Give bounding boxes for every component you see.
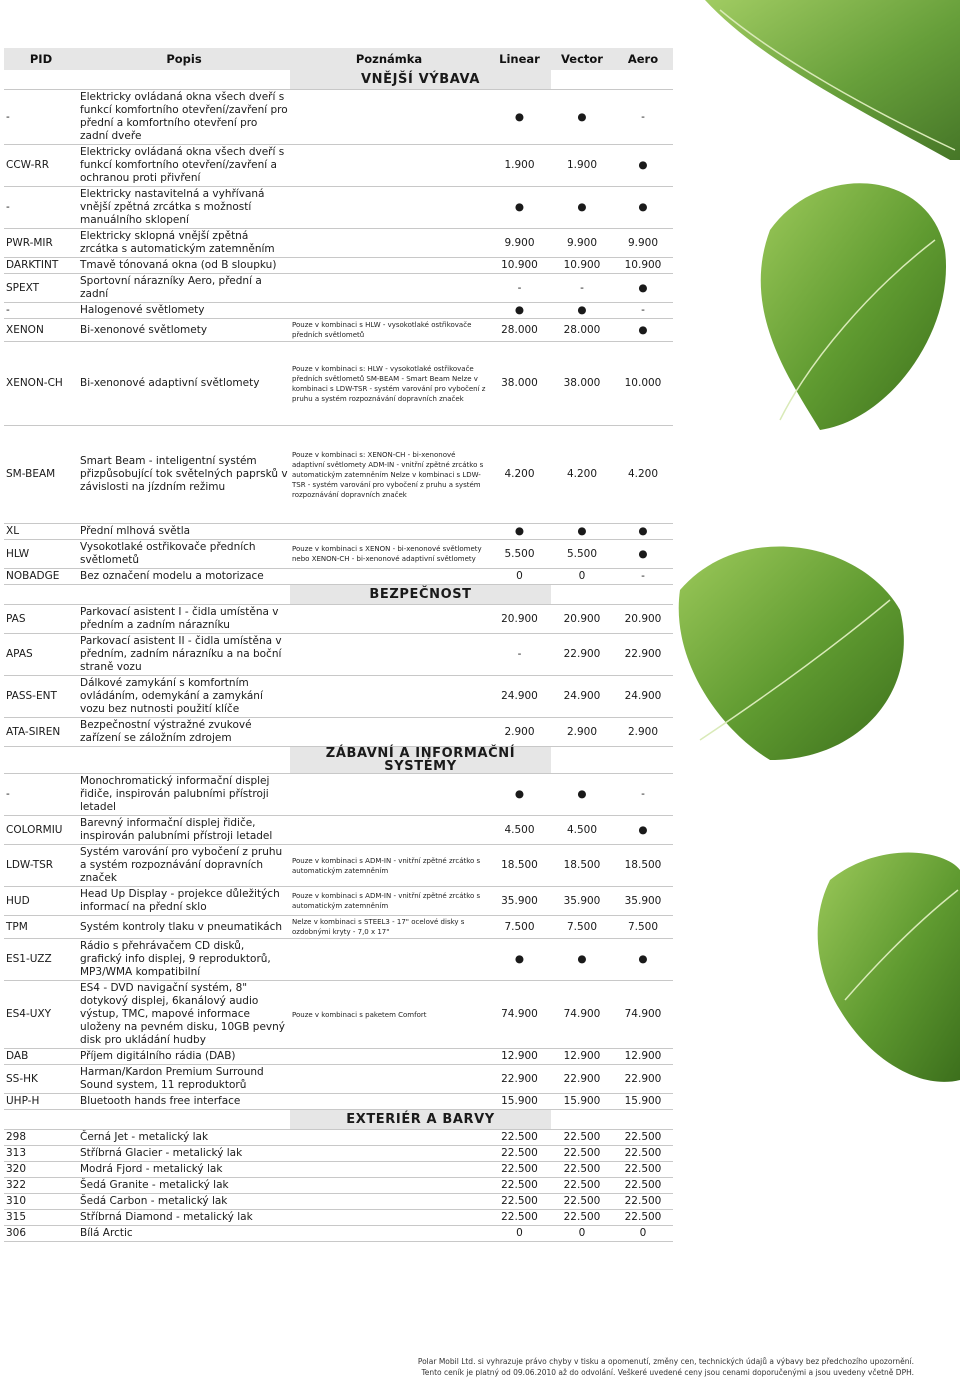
cell-pid: HLW [4, 540, 78, 569]
cell-vector: 38.000 [551, 342, 613, 426]
cell-vector: - [551, 274, 613, 303]
cell-description: Dálkové zamykání s komfortním ovládáním, odemykání a zamykání vozu bez nutnosti použití klíče [78, 676, 290, 718]
table-row [4, 229, 673, 258]
cell-aero: 24.900 [613, 676, 673, 718]
table-row [4, 774, 673, 816]
cell-note [290, 1146, 488, 1162]
cell-aero: 74.900 [613, 981, 673, 1049]
cell-linear: 5.500 [488, 540, 551, 569]
section-spacer [551, 585, 673, 605]
cell-note [290, 939, 488, 981]
cell-pid: 306 [4, 1226, 78, 1242]
cell-linear: 22.500 [488, 1130, 551, 1146]
cell-linear: ● [488, 524, 551, 540]
footer-disclaimer [200, 1356, 914, 1378]
cell-pid: 322 [4, 1178, 78, 1194]
table-row [4, 845, 673, 887]
cell-vector: 22.500 [551, 1178, 613, 1194]
cell-linear: 28.000 [488, 319, 551, 342]
cell-description: Bi-xenonové světlomety [78, 319, 290, 342]
cell-description: Šedá Carbon - metalický lak [78, 1194, 290, 1210]
cell-note [290, 634, 488, 676]
cell-note [290, 1162, 488, 1178]
cell-aero: 12.900 [613, 1049, 673, 1065]
cell-pid: SPEXT [4, 274, 78, 303]
table-row [4, 887, 673, 916]
section-title: EXTERIÉR A BARVY [290, 1110, 551, 1130]
cell-note [290, 676, 488, 718]
table-row [4, 676, 673, 718]
cell-aero: 10.900 [613, 258, 673, 274]
cell-vector: 22.500 [551, 1162, 613, 1178]
cell-aero: - [613, 774, 673, 816]
price-list-table [4, 48, 673, 1242]
cell-pid: APAS [4, 634, 78, 676]
table-row [4, 274, 673, 303]
table-row [4, 634, 673, 676]
table-row [4, 605, 673, 634]
cell-pid: 320 [4, 1162, 78, 1178]
table-row [4, 718, 673, 747]
cell-pid: 313 [4, 1146, 78, 1162]
cell-note [290, 258, 488, 274]
table-row [4, 1146, 673, 1162]
cell-linear: 1.900 [488, 145, 551, 187]
cell-aero: ● [613, 319, 673, 342]
cell-aero: 18.500 [613, 845, 673, 887]
cell-aero: 22.500 [613, 1146, 673, 1162]
header-poznamka: Poznámka [290, 48, 488, 70]
footer-line-1: Polar Mobil Ltd. si vyhrazuje právo chyby v tisku a opomenutí, změny cen, technických údajů a výbavy bez předchozího upozornění. [417, 1357, 914, 1366]
cell-aero: 22.900 [613, 634, 673, 676]
cell-description: Elektricky nastavitelná a vyhřívaná vnější zpětná zrcátka s možností manuálního sklopení [78, 187, 290, 229]
cell-linear: 10.900 [488, 258, 551, 274]
cell-aero: 22.500 [613, 1130, 673, 1146]
cell-aero: 2.900 [613, 718, 673, 747]
cell-vector: 74.900 [551, 981, 613, 1049]
table-row [4, 303, 673, 319]
table-header-row [4, 48, 673, 70]
cell-pid: - [4, 90, 78, 145]
cell-note: Pouze v kombinaci s paketem Comfort [290, 981, 488, 1049]
cell-vector: 22.500 [551, 1194, 613, 1210]
cell-description: Bezpečnostní výstražné zvukové zařízení se záložním zdrojem [78, 718, 290, 747]
cell-description: Systém kontroly tlaku v pneumatikách [78, 916, 290, 939]
cell-linear: ● [488, 303, 551, 319]
cell-note [290, 1130, 488, 1146]
table-row [4, 816, 673, 845]
cell-note [290, 145, 488, 187]
cell-description: Příjem digitálního rádia (DAB) [78, 1049, 290, 1065]
cell-linear: 24.900 [488, 676, 551, 718]
cell-vector: 7.500 [551, 916, 613, 939]
section-title-row [4, 70, 673, 90]
cell-note: Pouze v kombinaci s XENON - bi-xenonové světlomety nebo XENON-CH - bi-xenonové adaptivní světlomety [290, 540, 488, 569]
cell-note [290, 187, 488, 229]
cell-linear: - [488, 634, 551, 676]
cell-linear: 22.500 [488, 1178, 551, 1194]
cell-note [290, 1094, 488, 1110]
cell-note [290, 90, 488, 145]
cell-aero: 9.900 [613, 229, 673, 258]
cell-description: Modrá Fjord - metalický lak [78, 1162, 290, 1178]
cell-aero: 22.500 [613, 1194, 673, 1210]
cell-description: Elektricky ovládaná okna všech dveří s funkcí komfortního otevření/zavření pro přední a komfortního otevření pro zadní dveře [78, 90, 290, 145]
cell-aero: 22.500 [613, 1162, 673, 1178]
cell-linear: 22.500 [488, 1146, 551, 1162]
table-row [4, 1094, 673, 1110]
cell-pid: ES4-UXY [4, 981, 78, 1049]
cell-note [290, 605, 488, 634]
cell-note [290, 1194, 488, 1210]
cell-aero: - [613, 569, 673, 585]
cell-pid: PASS-ENT [4, 676, 78, 718]
cell-pid: ES1-UZZ [4, 939, 78, 981]
section-title: ZÁBAVNÍ A INFORMAČNÍ SYSTÉMY [290, 747, 551, 774]
cell-linear: 12.900 [488, 1049, 551, 1065]
cell-linear: 74.900 [488, 981, 551, 1049]
cell-vector: 1.900 [551, 145, 613, 187]
cell-linear: 20.900 [488, 605, 551, 634]
section-title-row [4, 1110, 673, 1130]
cell-vector: 24.900 [551, 676, 613, 718]
cell-linear: 4.500 [488, 816, 551, 845]
cell-note: Nelze v kombinaci s STEEL3 - 17" ocelové disky s ozdobnými kryty - 7,0 x 17" [290, 916, 488, 939]
cell-aero: - [613, 303, 673, 319]
cell-note: Pouze v kombinaci s HLW - vysokotlaké ostřikovače předních světlometů [290, 319, 488, 342]
cell-pid: DARKTINT [4, 258, 78, 274]
cell-description: Harman/Kardon Premium Surround Sound system, 11 reproduktorů [78, 1065, 290, 1094]
cell-linear: 22.500 [488, 1194, 551, 1210]
cell-description: Head Up Display - projekce důležitých informací na přední sklo [78, 887, 290, 916]
leaf-lower-right-icon [818, 853, 960, 1082]
cell-aero: 20.900 [613, 605, 673, 634]
header-pid: PID [4, 48, 78, 70]
cell-linear: 7.500 [488, 916, 551, 939]
cell-pid: ATA-SIREN [4, 718, 78, 747]
table-row [4, 524, 673, 540]
cell-linear: ● [488, 187, 551, 229]
cell-vector: ● [551, 774, 613, 816]
cell-description: Vysokotlaké ostřikovače předních světlometů [78, 540, 290, 569]
table-row [4, 1130, 673, 1146]
cell-pid: COLORMIU [4, 816, 78, 845]
table-row [4, 342, 673, 426]
cell-note [290, 524, 488, 540]
cell-aero: 35.900 [613, 887, 673, 916]
cell-description: Elektricky sklopná vnější zpětná zrcátka s automatickým zatemněním [78, 229, 290, 258]
cell-description: Bi-xenonové adaptivní světlomety [78, 342, 290, 426]
cell-note [290, 816, 488, 845]
section-spacer [4, 1110, 290, 1130]
cell-description: Bílá Arctic [78, 1226, 290, 1242]
cell-aero: 7.500 [613, 916, 673, 939]
cell-description: Šedá Granite - metalický lak [78, 1178, 290, 1194]
cell-note [290, 303, 488, 319]
cell-vector: ● [551, 939, 613, 981]
header-aero: Aero [613, 48, 673, 70]
cell-pid: CCW-RR [4, 145, 78, 187]
table-row [4, 1178, 673, 1194]
cell-description: Parkovací asistent I - čidla umístěna v předním a zadním nárazníku [78, 605, 290, 634]
section-spacer [4, 747, 290, 774]
cell-note [290, 1178, 488, 1194]
table-row [4, 426, 673, 524]
cell-pid: HUD [4, 887, 78, 916]
table-row [4, 187, 673, 229]
cell-linear: 22.900 [488, 1065, 551, 1094]
cell-pid: TPM [4, 916, 78, 939]
cell-description: Elektricky ovládaná okna všech dveří s funkcí komfortního otevření/zavření a ochranou proti přivření [78, 145, 290, 187]
table-row [4, 981, 673, 1049]
cell-linear: ● [488, 774, 551, 816]
cell-pid: UHP-H [4, 1094, 78, 1110]
table-row [4, 1226, 673, 1242]
cell-pid: 298 [4, 1130, 78, 1146]
cell-linear: - [488, 274, 551, 303]
table-row [4, 916, 673, 939]
cell-vector: 10.900 [551, 258, 613, 274]
cell-description: Sportovní nárazníky Aero, přední a zadní [78, 274, 290, 303]
cell-aero: 22.500 [613, 1178, 673, 1194]
cell-pid: NOBADGE [4, 569, 78, 585]
cell-linear: 15.900 [488, 1094, 551, 1110]
cell-pid: SM-BEAM [4, 426, 78, 524]
cell-description: Systém varování pro vybočení z pruhu a systém rozpoznávání dopravních značek [78, 845, 290, 887]
cell-vector: 22.900 [551, 1065, 613, 1094]
section-title-row [4, 747, 673, 774]
cell-aero: ● [613, 540, 673, 569]
header-linear: Linear [488, 48, 551, 70]
cell-linear: 0 [488, 569, 551, 585]
cell-aero: ● [613, 939, 673, 981]
section-spacer [4, 70, 290, 90]
cell-note [290, 1210, 488, 1226]
cell-note [290, 718, 488, 747]
cell-description: Bez označení modelu a motorizace [78, 569, 290, 585]
cell-description: Halogenové světlomety [78, 303, 290, 319]
section-title: BEZPEČNOST [290, 585, 551, 605]
cell-vector: 22.500 [551, 1146, 613, 1162]
cell-description: Smart Beam - inteligentní systém přizpůsobující tok světelných paprsků v závislosti na jízdním režimu [78, 426, 290, 524]
cell-vector: ● [551, 303, 613, 319]
table-body [4, 70, 673, 1242]
cell-linear: 35.900 [488, 887, 551, 916]
table-row [4, 540, 673, 569]
cell-aero: 0 [613, 1226, 673, 1242]
cell-vector: 4.200 [551, 426, 613, 524]
cell-pid: SS-HK [4, 1065, 78, 1094]
section-spacer [551, 1110, 673, 1130]
section-spacer [551, 747, 673, 774]
cell-vector: 22.500 [551, 1130, 613, 1146]
cell-vector: ● [551, 524, 613, 540]
cell-description: Barevný informační displej řidiče, inspirován palubními přístroji letadel [78, 816, 290, 845]
cell-vector: 9.900 [551, 229, 613, 258]
cell-description: Monochromatický informační displej řidiče, inspirován palubními přístroji letadel [78, 774, 290, 816]
leaf-middle-right-icon [679, 546, 904, 760]
cell-note [290, 1226, 488, 1242]
cell-vector: 20.900 [551, 605, 613, 634]
cell-pid: XENON-CH [4, 342, 78, 426]
cell-note [290, 569, 488, 585]
cell-vector: 4.500 [551, 816, 613, 845]
cell-vector: ● [551, 90, 613, 145]
cell-linear: 22.500 [488, 1162, 551, 1178]
cell-pid: XENON [4, 319, 78, 342]
cell-aero: 22.500 [613, 1210, 673, 1226]
cell-pid: - [4, 187, 78, 229]
cell-vector: 18.500 [551, 845, 613, 887]
section-spacer [4, 585, 290, 605]
cell-vector: ● [551, 187, 613, 229]
cell-note: Pouze v kombinaci s ADM-IN - vnitřní zpětné zrcátko s automatickým zatemněním [290, 845, 488, 887]
cell-aero: 4.200 [613, 426, 673, 524]
cell-vector: 22.500 [551, 1210, 613, 1226]
header-popis: Popis [78, 48, 290, 70]
cell-linear: 0 [488, 1226, 551, 1242]
cell-pid: 315 [4, 1210, 78, 1226]
section-spacer [551, 70, 673, 90]
cell-description: Rádio s přehrávačem CD disků, grafický info displej, 9 reproduktorů, MP3/WMA kompatibilní [78, 939, 290, 981]
cell-pid: PWR-MIR [4, 229, 78, 258]
cell-vector: 0 [551, 1226, 613, 1242]
cell-aero: ● [613, 816, 673, 845]
cell-description: Přední mlhová světla [78, 524, 290, 540]
cell-aero: 10.000 [613, 342, 673, 426]
table-row [4, 90, 673, 145]
cell-pid: DAB [4, 1049, 78, 1065]
cell-vector: 15.900 [551, 1094, 613, 1110]
cell-vector: 0 [551, 569, 613, 585]
cell-description: Černá Jet - metalický lak [78, 1130, 290, 1146]
cell-note [290, 274, 488, 303]
cell-aero: ● [613, 524, 673, 540]
cell-linear: ● [488, 90, 551, 145]
cell-note [290, 774, 488, 816]
header-vector: Vector [551, 48, 613, 70]
cell-linear: 18.500 [488, 845, 551, 887]
cell-linear: ● [488, 939, 551, 981]
table-row [4, 569, 673, 585]
table-row [4, 939, 673, 981]
cell-description: Stříbrná Diamond - metalický lak [78, 1210, 290, 1226]
cell-description: Stříbrná Glacier - metalický lak [78, 1146, 290, 1162]
cell-note: Pouze v kombinaci s: XENON-CH - bi-xenonové adaptivní světlomety ADM-IN - vnitřní zpětné zrcátko s automatickým zatemněním Nelze v kombinaci s LDW-TSR - systém varování pro vybočení z pruhu a systém rozpoznávání dopravních značek [290, 426, 488, 524]
cell-pid: LDW-TSR [4, 845, 78, 887]
cell-vector: 35.900 [551, 887, 613, 916]
cell-vector: 28.000 [551, 319, 613, 342]
leaf-upper-right-icon [761, 183, 946, 430]
section-title-row [4, 585, 673, 605]
table-row [4, 1065, 673, 1094]
table-row [4, 319, 673, 342]
leaf-top-right-icon [705, 0, 960, 160]
table-row [4, 145, 673, 187]
cell-pid: XL [4, 524, 78, 540]
cell-vector: 12.900 [551, 1049, 613, 1065]
cell-linear: 4.200 [488, 426, 551, 524]
cell-linear: 38.000 [488, 342, 551, 426]
section-title: VNĚJŠÍ VÝBAVA [290, 70, 551, 90]
table-row [4, 1210, 673, 1226]
cell-vector: 22.900 [551, 634, 613, 676]
cell-vector: 2.900 [551, 718, 613, 747]
cell-aero: ● [613, 145, 673, 187]
cell-aero: ● [613, 274, 673, 303]
cell-vector: 5.500 [551, 540, 613, 569]
cell-aero: 15.900 [613, 1094, 673, 1110]
cell-pid: - [4, 774, 78, 816]
cell-linear: 22.500 [488, 1210, 551, 1226]
cell-description: Parkovací asistent II - čidla umístěna v předním, zadním nárazníku a na boční straně vozu [78, 634, 290, 676]
table-row [4, 1162, 673, 1178]
cell-description: ES4 - DVD navigační systém, 8" dotykový displej, 6kanálový audio výstup, TMC, mapové informace uloženy na pevném disku, 10GB pevný disk pro ukládání hudby [78, 981, 290, 1049]
cell-linear: 2.900 [488, 718, 551, 747]
cell-note: Pouze v kombinaci s ADM-IN - vnitřní zpětné zrcátko s automatickým zatemněním [290, 887, 488, 916]
cell-linear: 9.900 [488, 229, 551, 258]
cell-aero: - [613, 90, 673, 145]
cell-pid: PAS [4, 605, 78, 634]
table-row [4, 1194, 673, 1210]
cell-note: Pouze v kombinaci s: HLW - vysokotlaké ostřikovače předních světlometů SM-BEAM - Smart Beam Nelze v kombinaci s LDW-TSR - systém varování pro vybočení z pruhu a systém rozpoznávání dopravních značek [290, 342, 488, 426]
footer-line-2: Tento ceník je platný od 09.06.2010 až do odvolání. Veškeré uvedené ceny jsou cenami doporučenými a jsou uvedeny včetně DPH. [421, 1368, 914, 1377]
cell-aero: ● [613, 187, 673, 229]
cell-pid: - [4, 303, 78, 319]
cell-description: Tmavě tónovaná okna (od B sloupku) [78, 258, 290, 274]
table-row [4, 1049, 673, 1065]
cell-description: Bluetooth hands free interface [78, 1094, 290, 1110]
table-row [4, 258, 673, 274]
cell-note [290, 1049, 488, 1065]
cell-note [290, 229, 488, 258]
cell-aero: 22.900 [613, 1065, 673, 1094]
cell-note [290, 1065, 488, 1094]
cell-pid: 310 [4, 1194, 78, 1210]
